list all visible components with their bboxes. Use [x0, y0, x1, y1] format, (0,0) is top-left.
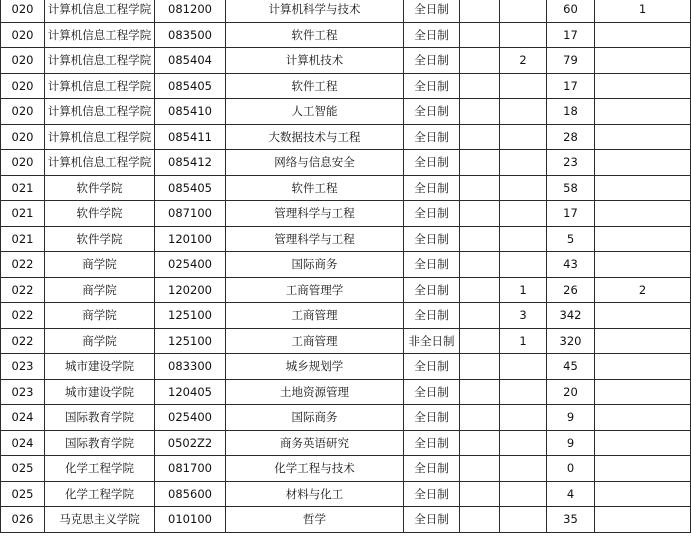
cell-plan-count: 320 [547, 328, 595, 354]
cell-col-7 [500, 405, 547, 431]
cell-col-6 [460, 252, 500, 278]
cell-col-9 [595, 252, 691, 278]
cell-major-code: 087100 [155, 201, 226, 227]
cell-college-name: 计算机信息工程学院 [45, 22, 155, 48]
cell-major-code: 083500 [155, 22, 226, 48]
table-row [1, 175, 691, 201]
cell-plan-count: 45 [547, 354, 595, 380]
cell-col-9 [595, 354, 691, 380]
cell-col-6 [460, 99, 500, 125]
cell-college-name: 商学院 [45, 328, 155, 354]
cell-study-mode: 非全日制 [404, 328, 460, 354]
cell-college-code: 020 [1, 73, 45, 99]
table-row [1, 430, 691, 456]
cell-col-6 [460, 48, 500, 74]
cell-col-9: 1 [595, 0, 691, 22]
cell-plan-count: 79 [547, 48, 595, 74]
cell-col-7 [500, 226, 547, 252]
table-row [1, 456, 691, 482]
cell-major-name: 土地资源管理 [226, 379, 404, 405]
cell-plan-count: 60 [547, 0, 595, 22]
cell-study-mode: 全日制 [404, 150, 460, 176]
cell-major-name: 工商管理 [226, 328, 404, 354]
cell-college-name: 商学院 [45, 252, 155, 278]
cell-college-code: 023 [1, 379, 45, 405]
cell-plan-count: 17 [547, 73, 595, 99]
cell-study-mode: 全日制 [404, 201, 460, 227]
cell-col-7 [500, 99, 547, 125]
cell-major-name: 国际商务 [226, 405, 404, 431]
cell-college-name: 计算机信息工程学院 [45, 150, 155, 176]
cell-plan-count: 5 [547, 226, 595, 252]
cell-study-mode: 全日制 [404, 73, 460, 99]
cell-col-7 [500, 175, 547, 201]
cell-col-7 [500, 430, 547, 456]
cell-college-name: 国际教育学院 [45, 430, 155, 456]
cell-col-6 [460, 124, 500, 150]
cell-study-mode: 全日制 [404, 277, 460, 303]
cell-col-6 [460, 456, 500, 482]
cell-major-name: 材料与化工 [226, 481, 404, 507]
cell-col-6 [460, 354, 500, 380]
cell-major-name: 软件工程 [226, 73, 404, 99]
cell-college-code: 020 [1, 150, 45, 176]
cell-major-name: 城乡规划学 [226, 354, 404, 380]
cell-col-7 [500, 201, 547, 227]
table-row [1, 150, 691, 176]
cell-col-9 [595, 175, 691, 201]
cell-study-mode: 全日制 [404, 252, 460, 278]
cell-col-6 [460, 22, 500, 48]
cell-college-code: 022 [1, 252, 45, 278]
cell-plan-count: 9 [547, 405, 595, 431]
cell-major-code: 120200 [155, 277, 226, 303]
cell-col-6 [460, 430, 500, 456]
cell-col-9 [595, 303, 691, 329]
cell-major-code: 085411 [155, 124, 226, 150]
cell-plan-count: 17 [547, 22, 595, 48]
cell-plan-count: 26 [547, 277, 595, 303]
cell-col-7 [500, 354, 547, 380]
cell-plan-count: 0 [547, 456, 595, 482]
cell-college-name: 计算机信息工程学院 [45, 0, 155, 22]
cell-col-7 [500, 0, 547, 22]
cell-col-7 [500, 481, 547, 507]
cell-col-6 [460, 328, 500, 354]
cell-college-code: 024 [1, 405, 45, 431]
cell-col-7 [500, 22, 547, 48]
cell-major-name: 软件工程 [226, 175, 404, 201]
cell-col-9 [595, 150, 691, 176]
cell-college-code: 023 [1, 354, 45, 380]
cell-major-code: 085410 [155, 99, 226, 125]
cell-college-code: 021 [1, 201, 45, 227]
cell-col-9 [595, 405, 691, 431]
cell-college-name: 计算机信息工程学院 [45, 73, 155, 99]
table-row [1, 226, 691, 252]
table-body [1, 0, 691, 532]
cell-col-6 [460, 303, 500, 329]
cell-col-9 [595, 328, 691, 354]
cell-col-7: 3 [500, 303, 547, 329]
cell-college-code: 022 [1, 277, 45, 303]
cell-col-7 [500, 73, 547, 99]
cell-major-code: 125100 [155, 328, 226, 354]
cell-college-name: 商学院 [45, 303, 155, 329]
cell-college-code: 020 [1, 124, 45, 150]
cell-plan-count: 18 [547, 99, 595, 125]
cell-college-name: 软件学院 [45, 175, 155, 201]
cell-col-9 [595, 201, 691, 227]
cell-plan-count: 17 [547, 201, 595, 227]
cell-col-7 [500, 150, 547, 176]
cell-study-mode: 全日制 [404, 22, 460, 48]
cell-col-6 [460, 73, 500, 99]
table-row [1, 73, 691, 99]
cell-col-7 [500, 456, 547, 482]
cell-major-name: 计算机科学与技术 [226, 0, 404, 22]
cell-col-6 [460, 0, 500, 22]
table-row [1, 379, 691, 405]
cell-plan-count: 28 [547, 124, 595, 150]
table-row [1, 22, 691, 48]
cell-college-code: 020 [1, 99, 45, 125]
cell-major-code: 025400 [155, 405, 226, 431]
table-row [1, 0, 691, 22]
table-row [1, 405, 691, 431]
cell-major-name: 工商管理学 [226, 277, 404, 303]
cell-major-code: 081700 [155, 456, 226, 482]
cell-major-code: 120100 [155, 226, 226, 252]
cell-col-9 [595, 73, 691, 99]
table-row [1, 277, 691, 303]
cell-major-name: 管理科学与工程 [226, 226, 404, 252]
cell-major-code: 125100 [155, 303, 226, 329]
table-row [1, 328, 691, 354]
cell-college-name: 计算机信息工程学院 [45, 124, 155, 150]
cell-college-code: 020 [1, 0, 45, 22]
cell-major-code: 0502Z2 [155, 430, 226, 456]
cell-plan-count: 9 [547, 430, 595, 456]
cell-study-mode: 全日制 [404, 430, 460, 456]
cell-col-6 [460, 226, 500, 252]
table-row [1, 201, 691, 227]
cell-college-code: 025 [1, 456, 45, 482]
cell-major-code: 085412 [155, 150, 226, 176]
cell-col-9 [595, 48, 691, 74]
cell-col-6 [460, 201, 500, 227]
cell-col-9 [595, 507, 691, 533]
cell-major-code: 085600 [155, 481, 226, 507]
cell-major-name: 哲学 [226, 507, 404, 533]
cell-study-mode: 全日制 [404, 226, 460, 252]
cell-col-6 [460, 175, 500, 201]
cell-major-code: 010100 [155, 507, 226, 533]
cell-college-name: 国际教育学院 [45, 405, 155, 431]
cell-col-9 [595, 456, 691, 482]
cell-study-mode: 全日制 [404, 124, 460, 150]
cell-major-name: 软件工程 [226, 22, 404, 48]
cell-plan-count: 20 [547, 379, 595, 405]
cell-college-name: 化学工程学院 [45, 456, 155, 482]
cell-study-mode: 全日制 [404, 99, 460, 125]
cell-major-code: 025400 [155, 252, 226, 278]
cell-college-code: 024 [1, 430, 45, 456]
cell-college-name: 化学工程学院 [45, 481, 155, 507]
cell-col-9 [595, 379, 691, 405]
cell-college-name: 马克思主义学院 [45, 507, 155, 533]
cell-col-6 [460, 481, 500, 507]
cell-college-name: 计算机信息工程学院 [45, 99, 155, 125]
table-row [1, 124, 691, 150]
cell-col-6 [460, 507, 500, 533]
table-row [1, 252, 691, 278]
cell-college-name: 计算机信息工程学院 [45, 48, 155, 74]
cell-college-name: 城市建设学院 [45, 379, 155, 405]
cell-college-code: 021 [1, 226, 45, 252]
cell-col-6 [460, 379, 500, 405]
cell-major-name: 计算机技术 [226, 48, 404, 74]
cell-col-7 [500, 507, 547, 533]
cell-college-name: 软件学院 [45, 226, 155, 252]
cell-col-9 [595, 124, 691, 150]
cell-college-code: 020 [1, 48, 45, 74]
cell-major-name: 网络与信息安全 [226, 150, 404, 176]
cell-plan-count: 35 [547, 507, 595, 533]
cell-col-7: 2 [500, 48, 547, 74]
cell-major-name: 管理科学与工程 [226, 201, 404, 227]
cell-college-code: 026 [1, 507, 45, 533]
cell-college-code: 022 [1, 303, 45, 329]
cell-college-code: 020 [1, 22, 45, 48]
cell-major-name: 工商管理 [226, 303, 404, 329]
table-row [1, 354, 691, 380]
cell-plan-count: 23 [547, 150, 595, 176]
cell-college-name: 商学院 [45, 277, 155, 303]
table-row [1, 481, 691, 507]
cell-major-code: 120405 [155, 379, 226, 405]
table-row [1, 99, 691, 125]
cell-college-name: 软件学院 [45, 201, 155, 227]
cell-college-code: 021 [1, 175, 45, 201]
cell-college-code: 025 [1, 481, 45, 507]
cell-col-9 [595, 99, 691, 125]
cell-col-9: 2 [595, 277, 691, 303]
cell-plan-count: 58 [547, 175, 595, 201]
cell-plan-count: 4 [547, 481, 595, 507]
cell-major-code: 083300 [155, 354, 226, 380]
table-row [1, 303, 691, 329]
cell-col-7 [500, 379, 547, 405]
cell-college-code: 022 [1, 328, 45, 354]
cell-major-name: 商务英语研究 [226, 430, 404, 456]
cell-plan-count: 43 [547, 252, 595, 278]
cell-col-6 [460, 150, 500, 176]
cell-col-7: 1 [500, 328, 547, 354]
cell-major-name: 国际商务 [226, 252, 404, 278]
cell-study-mode: 全日制 [404, 456, 460, 482]
cell-major-name: 化学工程与技术 [226, 456, 404, 482]
cell-study-mode: 全日制 [404, 0, 460, 22]
cell-major-code: 085405 [155, 73, 226, 99]
cell-col-6 [460, 277, 500, 303]
cell-col-9 [595, 481, 691, 507]
cell-col-6 [460, 405, 500, 431]
table-row [1, 507, 691, 533]
cell-col-9 [595, 22, 691, 48]
cell-major-code: 081200 [155, 0, 226, 22]
cell-col-7: 1 [500, 277, 547, 303]
cell-col-9 [595, 430, 691, 456]
cell-plan-count: 342 [547, 303, 595, 329]
cell-study-mode: 全日制 [404, 481, 460, 507]
cell-study-mode: 全日制 [404, 405, 460, 431]
cell-col-7 [500, 124, 547, 150]
cell-college-name: 城市建设学院 [45, 354, 155, 380]
cell-study-mode: 全日制 [404, 303, 460, 329]
table-row [1, 48, 691, 74]
cell-major-code: 085405 [155, 175, 226, 201]
cell-col-9 [595, 226, 691, 252]
cell-study-mode: 全日制 [404, 175, 460, 201]
cell-major-name: 大数据技术与工程 [226, 124, 404, 150]
cell-study-mode: 全日制 [404, 507, 460, 533]
cell-study-mode: 全日制 [404, 354, 460, 380]
cell-major-name: 人工智能 [226, 99, 404, 125]
cell-study-mode: 全日制 [404, 379, 460, 405]
cell-study-mode: 全日制 [404, 48, 460, 74]
cell-major-code: 085404 [155, 48, 226, 74]
cell-col-7 [500, 252, 547, 278]
